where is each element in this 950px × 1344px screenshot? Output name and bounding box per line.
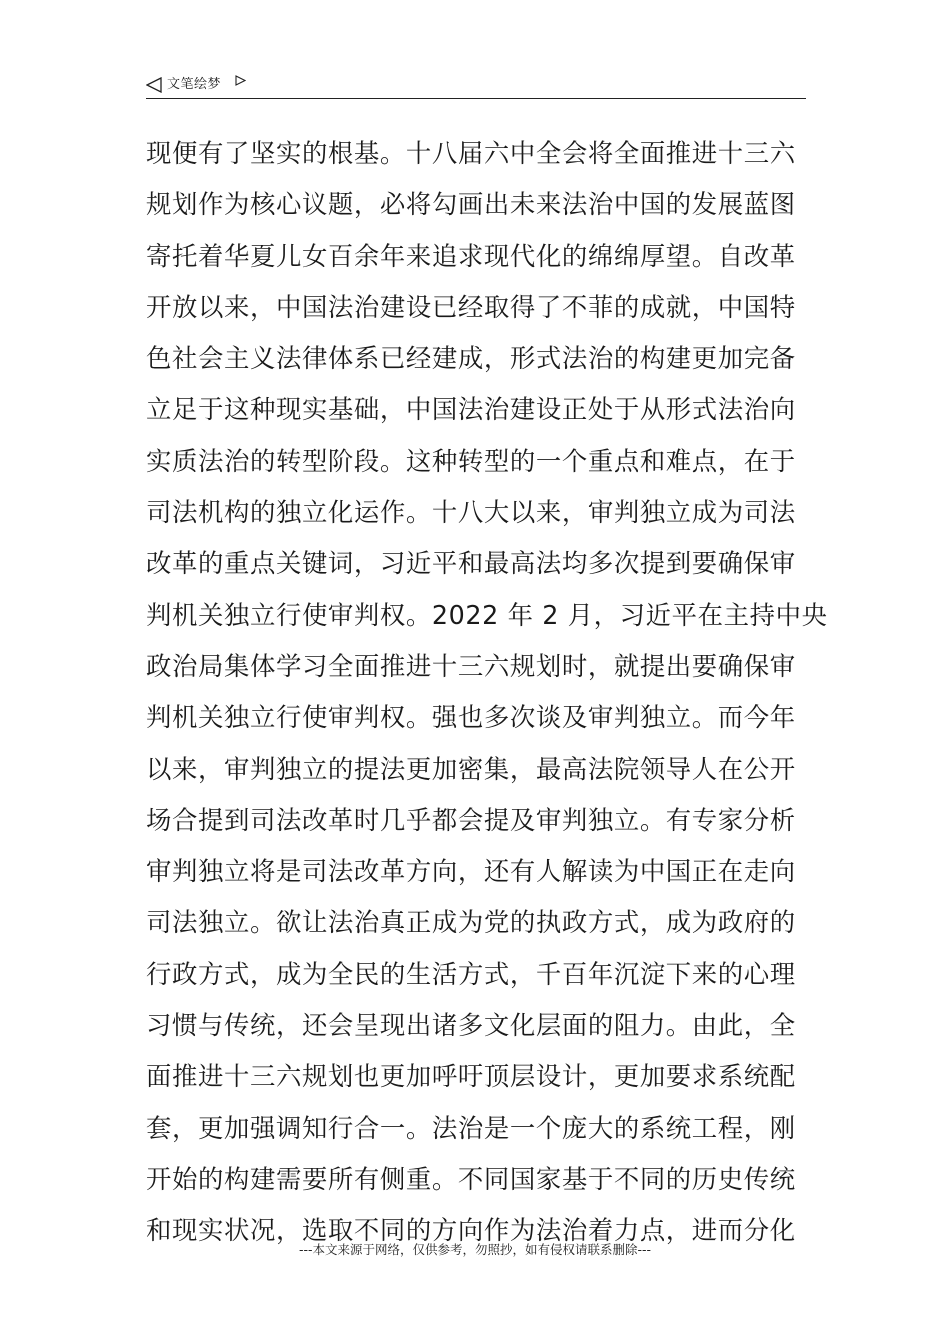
text-line: 以来，审判独立的提法更加密集，最高法院领导人在公开: [146, 753, 796, 784]
document-body: [146, 128, 828, 1257]
text-line: 开始的构建需要所有侧重。不同国家基于不同的历史传统: [146, 1163, 796, 1194]
text-line: 审判独立将是司法改革方向，还有人解读为中国正在走向: [146, 856, 796, 887]
text-line: 寄托着华夏儿女百余年来追求现代化的绵绵厚望。自改革: [146, 240, 796, 271]
text-line: 判机关独立行使审判权。强也多次谈及审判独立。而今年: [146, 702, 796, 733]
text-line: 套，更加强调知行合一。法治是一个庞大的系统工程，刚: [146, 1112, 796, 1143]
text-line: 面推进十三六规划也更加呼吁顶层设计，更加要求系统配: [146, 1061, 796, 1092]
header-brand: 文笔绘梦: [167, 77, 222, 92]
text-line: 色社会主义法律体系已经建成，形式法治的构建更加完备: [146, 343, 796, 374]
text-line: 司法独立。欲让法治真正成为党的执政方式，成为政府的: [146, 907, 796, 938]
text-line: 现便有了坚实的根基。十八届六中全会将全面推进十三六: [146, 138, 796, 168]
text-line: 和现实状况，选取不同的方向作为法治着力点，进而分化: [146, 1215, 796, 1246]
text-line: 判机关独立行使审判权。2022 年 2 月，习近平在主持中央: [146, 599, 828, 630]
footer-disclaimer: ---本文来源于网络，仅供参考，勿照抄，如有侵权请联系删除---: [298, 1242, 652, 1257]
text-line: 司法机构的独立化运作。十八大以来，审判独立成为司法: [146, 497, 796, 528]
text-line: 立足于这种现实基础，中国法治建设正处于从形式法治向: [146, 394, 796, 425]
text-line: 行政方式，成为全民的生活方式，千百年沉淀下来的心理: [146, 958, 796, 989]
text-line: 场合提到司法改革时几乎都会提及审判独立。有专家分析: [146, 804, 796, 835]
text-line: 实质法治的转型阶段。这种转型的一个重点和难点，在于: [146, 445, 796, 476]
text-line: 规划作为核心议题，必将勾画出未来法治中国的发展蓝图: [146, 189, 796, 220]
page-header: [146, 74, 806, 99]
triangle-right-icon: [235, 75, 246, 86]
text-line: 开放以来，中国法治建设已经取得了不菲的成就，中国特: [146, 291, 796, 322]
triangle-left-icon: [146, 77, 162, 93]
text-line: 政治局集体学习全面推进十三六规划时，就提出要确保审: [146, 650, 796, 681]
text-line: 改革的重点关键词，习近平和最高法均多次提到要确保审: [146, 548, 796, 579]
text-line: 习惯与传统，还会呈现出诸多文化层面的阻力。由此，全: [146, 1010, 796, 1041]
